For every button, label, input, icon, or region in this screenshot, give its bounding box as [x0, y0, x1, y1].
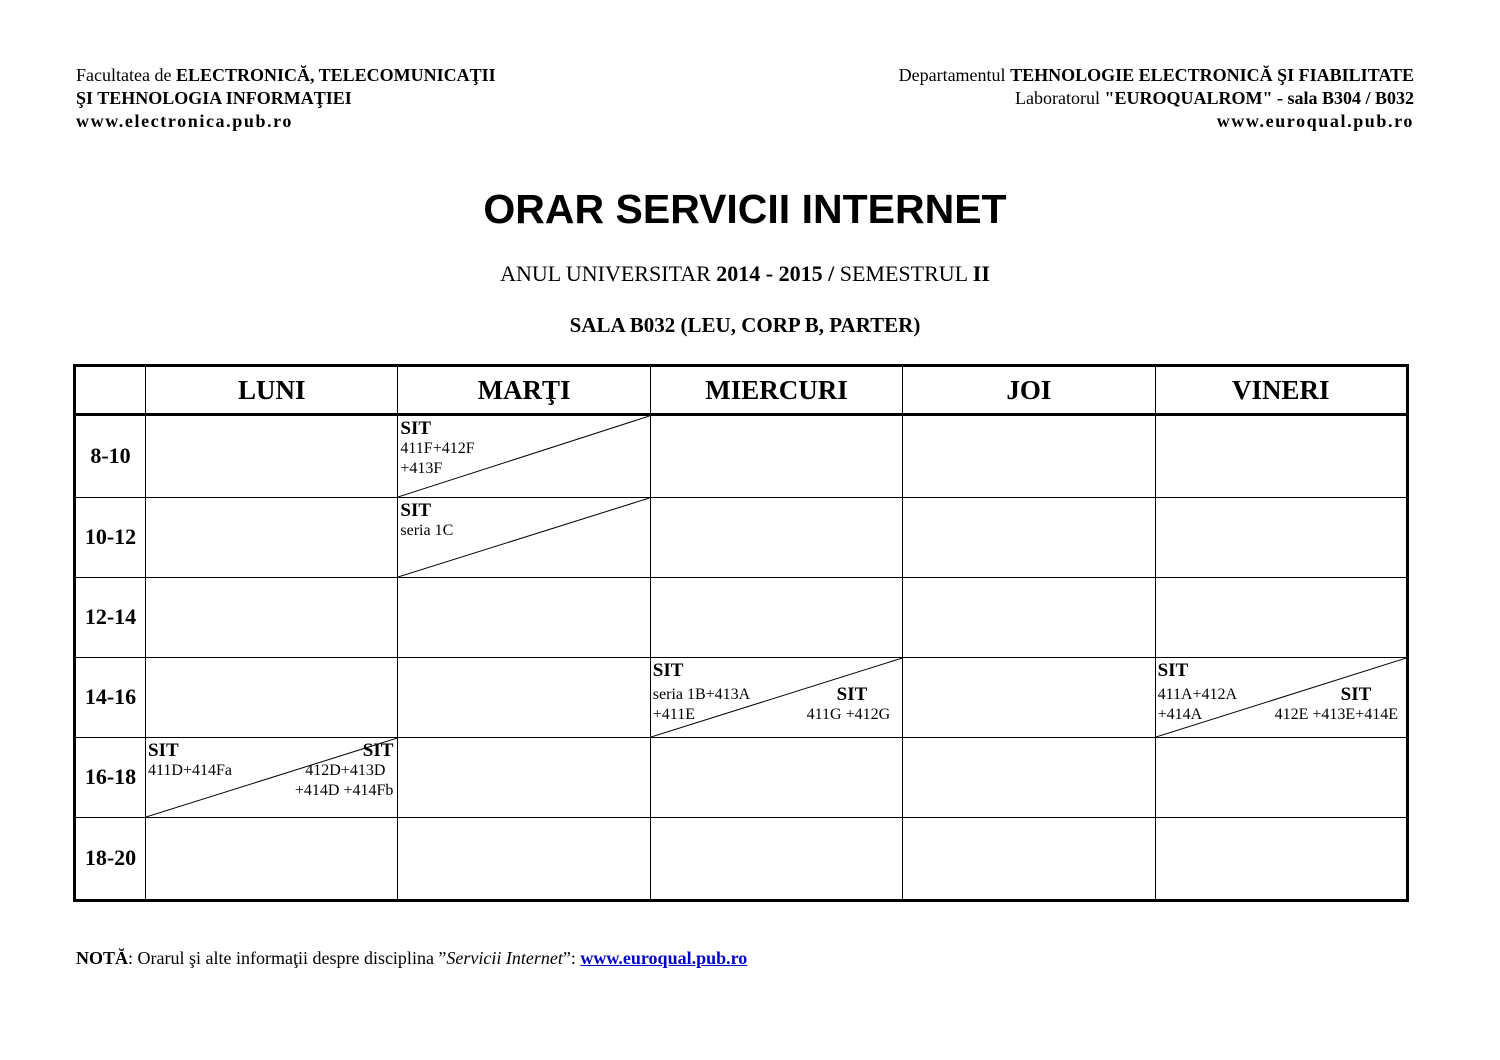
table-row	[75, 657, 1408, 737]
faculty-url: www.electronica.pub.ro	[76, 111, 294, 131]
table-row	[75, 415, 1408, 498]
cell-vineri-16-18	[1155, 737, 1407, 817]
day-header-vineri: VINERI	[1155, 366, 1407, 415]
entry-sit-412d: SIT 412D+413D +414D +414Fb	[294, 739, 394, 799]
cell-marti-8-10	[398, 415, 650, 498]
department-header	[899, 64, 1414, 133]
entry-sit-411d: SIT 411D+414Fa	[148, 739, 232, 779]
cell-vineri-12-14	[1155, 577, 1407, 657]
euroqual-link[interactable]: www.euroqual.pub.ro	[580, 948, 748, 968]
table-row	[75, 817, 1408, 900]
table-row	[75, 577, 1408, 657]
cell-joi-10-12	[903, 497, 1155, 577]
academic-year: ANUL UNIVERSITAR 2014 - 2015 / SEMESTRUL II	[500, 261, 990, 286]
cell-luni-14-16	[146, 657, 398, 737]
room-label: SALA B032 (LEU, CORP B, PARTER)	[569, 313, 921, 337]
faculty-line-2: ŞI TEHNOLOGIA INFORMAŢIEI	[76, 88, 352, 108]
time-slot: 16-18	[75, 737, 146, 817]
cell-luni-16-18	[146, 737, 398, 817]
day-header-joi: JOI	[903, 366, 1155, 415]
cell-marti-14-16	[398, 657, 650, 737]
day-header-row	[75, 366, 1408, 415]
footer-note: NOTĂ: Orarul şi alte informaţii despre disciplina ”Servicii Internet”: www.euroqual.pub.ro	[76, 948, 748, 968]
entry-sit-411g: SIT 411G +412G	[806, 683, 891, 723]
cell-joi-16-18	[903, 737, 1155, 817]
department-url: www.euroqual.pub.ro	[1216, 111, 1414, 131]
entry-sit-seria-1c: SIT seria 1C	[400, 499, 454, 539]
department-line-2: Laboratorul "EUROQUALROM" - sala B304 / B032	[1015, 88, 1414, 108]
time-slot: 8-10	[75, 415, 146, 498]
time-slot: 10-12	[75, 497, 146, 577]
cell-joi-18-20	[903, 817, 1155, 900]
cell-miercuri-12-14	[650, 577, 902, 657]
day-header-marti: MARŢI	[398, 366, 650, 415]
cell-marti-16-18	[398, 737, 650, 817]
cell-miercuri-8-10	[650, 415, 902, 498]
cell-luni-8-10	[146, 415, 398, 498]
entry-sit-411a: SIT 411A+412A +414A	[1157, 659, 1238, 723]
cell-joi-14-16	[903, 657, 1155, 737]
cell-vineri-8-10	[1155, 415, 1407, 498]
cell-marti-10-12	[398, 497, 650, 577]
cell-miercuri-14-16	[650, 657, 902, 737]
cell-luni-10-12	[146, 497, 398, 577]
cell-marti-18-20	[398, 817, 650, 900]
time-slot: 12-14	[75, 577, 146, 657]
cell-joi-12-14	[903, 577, 1155, 657]
corner-cell	[75, 366, 146, 415]
entry-sit-411f: SIT 411F+412F +413F	[400, 418, 475, 477]
time-slot: 18-20	[75, 817, 146, 900]
entry-sit-seria-1b: SIT seria 1B+413A +411E	[652, 659, 751, 723]
table-row	[75, 737, 1408, 817]
schedule-table	[73, 364, 1409, 902]
cell-luni-18-20	[146, 817, 398, 900]
page-title: ORAR SERVICII INTERNET	[483, 186, 1007, 232]
table-row	[75, 497, 1408, 577]
cell-vineri-10-12	[1155, 497, 1407, 577]
cell-marti-12-14	[398, 577, 650, 657]
cell-miercuri-18-20	[650, 817, 902, 900]
cell-luni-12-14	[146, 577, 398, 657]
cell-joi-8-10	[903, 415, 1155, 498]
faculty-header	[76, 64, 496, 133]
department-line-1: Departamentul TEHNOLOGIE ELECTRONICĂ ŞI FIABILITATE	[898, 65, 1414, 85]
entry-sit-412e: SIT 412E +413E+414E	[1274, 683, 1398, 723]
day-header-luni: LUNI	[146, 366, 398, 415]
faculty-line-1: Facultatea de ELECTRONICĂ, TELECOMUNICAŢII	[76, 65, 496, 85]
cell-vineri-18-20	[1155, 817, 1407, 900]
cell-vineri-14-16	[1155, 657, 1407, 737]
time-slot: 14-16	[75, 657, 146, 737]
cell-miercuri-10-12	[650, 497, 902, 577]
day-header-miercuri: MIERCURI	[650, 366, 902, 415]
cell-miercuri-16-18	[650, 737, 902, 817]
